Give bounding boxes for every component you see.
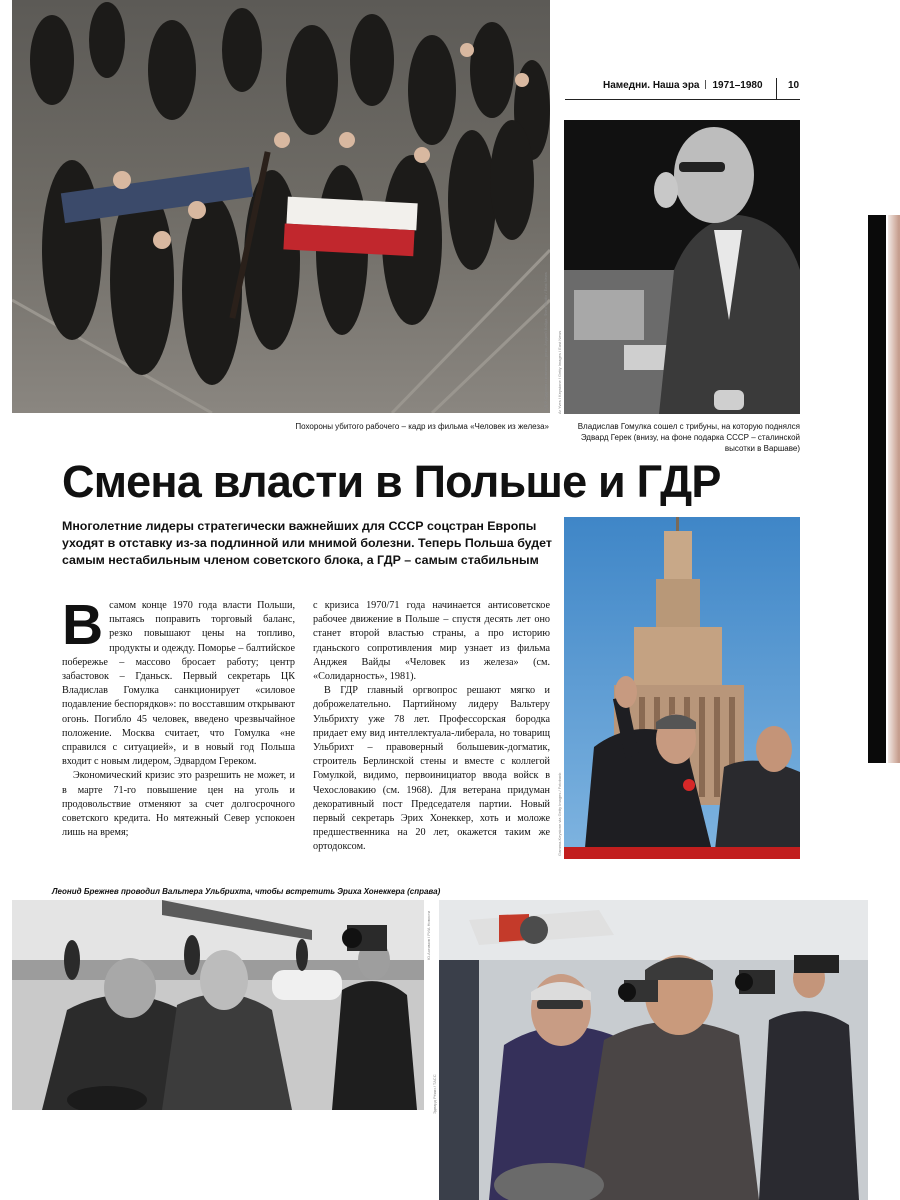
article-column-1: [62, 593, 295, 840]
paragraph-text: самом конце 1970 года власти Польши, пытаясь поправить торговый баланс, резко повышают цены на топливо, продукты и одежду. Поморье – балтийское побережье – массово бросает работу; центр забастовок – Гданьск. Первый секретарь ЦК Владислав Гомулка санкционирует «силовое подавление беспорядков»: по восставшим открывают огонь. Погибло 45 человек, введено чрезвычайное положение. Москва считает, что Гомулка «не справился с ситуацией», и в новый год Польша входит с новым лидером, Эдвардом Гереком.: [62, 600, 295, 768]
gomulka-photo: [564, 120, 800, 414]
header-divider: [776, 78, 777, 100]
gomulka-photo-credit: Ar Yves / Keystone / Getty Images / East News: [557, 330, 562, 414]
article-title: Смена власти в Польше и ГДР: [62, 456, 721, 507]
drop-cap: В: [62, 593, 104, 657]
paragraph: Экономический кризис это разрешить не может, и в марте 71-го повышение цен на уголь и продовольствие отменяют за счет долгосрочного советского кредита. Но мятежный Север успокоен лишь на время;: [62, 770, 295, 839]
funeral-photo-caption: Похороны убитого рабочего – кадр из фильма «Человек из железа»: [295, 422, 549, 431]
header-rule: [565, 99, 800, 100]
header-separator: [705, 80, 706, 89]
gierek-photo: [564, 517, 800, 859]
section-name: Намедни. Наша эра: [603, 80, 700, 91]
facing-page-photo-sliver: [888, 215, 900, 763]
funeral-photo-credit: «Д.Ф.Сдурина и компания», режс. Анджей Вайда. Фото Studio / East News: [543, 272, 548, 410]
brezhnev-honecker-credit: Эдвард Рёкки / ТАСС: [432, 1074, 437, 1114]
article-column-2: [313, 599, 550, 855]
brezhnev-honecker-photo: [439, 900, 868, 1200]
paragraph: с кризиса 1970/71 года начинается антисоветское рабочее движение в Польше – спустя десять лет оно станет второй властью страны, а про историю гданьского сопротивления мир узнает из фильма Анджея Вайды «Человек из железа» (см. «Солидарность», 1981).: [313, 600, 550, 683]
section-title: [603, 80, 763, 91]
section-years: 1971–1980: [712, 80, 763, 91]
article-lead: Многолетние лидеры стратегически важнейших для СССР соцстран Европы уходят в отставку из-за подлинной или мнимой болезни. Теперь Польша будет самым нестабильным членом советского блока, а ГДР – самым стабильным: [62, 519, 552, 568]
brezhnev-ulbricht-photo: [12, 900, 424, 1110]
brezhnev-ulbricht-caption: Леонид Брежнев проводил Вальтера Ульбрихта, чтобы встретить Эриха Хонеккера (справа): [52, 887, 441, 896]
page-number: 10: [788, 80, 800, 91]
facing-page-edge: [868, 215, 886, 763]
gierek-photo-credit: Gamma-Keystone via Getty Images / Fotobank: [557, 772, 562, 856]
brezhnev-ulbricht-credit: Ю.Ахтимов / РИА Новости: [426, 910, 431, 960]
paragraph: [62, 593, 295, 769]
paragraph: В ГДР главный оргвопрос решают мягко и доброжелательно. Партийному лидеру Вальтеру Ульбрихту уже 78 лет. Профессорская бородка придает ему вид интеллектуала-либерала, но товарищ Ульбрихт – правоверный большевик-догматик, строитель Берлинской стены и вместе с коллегой Гомулкой, видимо, первоинициатор ввода войск в Чехословакию (см. 1968). Для ветерана придуман декоративный пост Председателя партии. Новый первый секретарь Эрих Хонеккер, хоть и моложе предшественника на 20 лет, окажется таким же ортодоксом.: [313, 685, 550, 853]
funeral-photo: [12, 0, 550, 413]
running-header: [565, 70, 800, 100]
gomulka-photo-caption: Владислав Гомулка сошел с трибуны, на которую поднялся Эдвард Герек (внизу, на фоне подарка СССР – сталинской высотки в Варшаве): [577, 422, 800, 453]
